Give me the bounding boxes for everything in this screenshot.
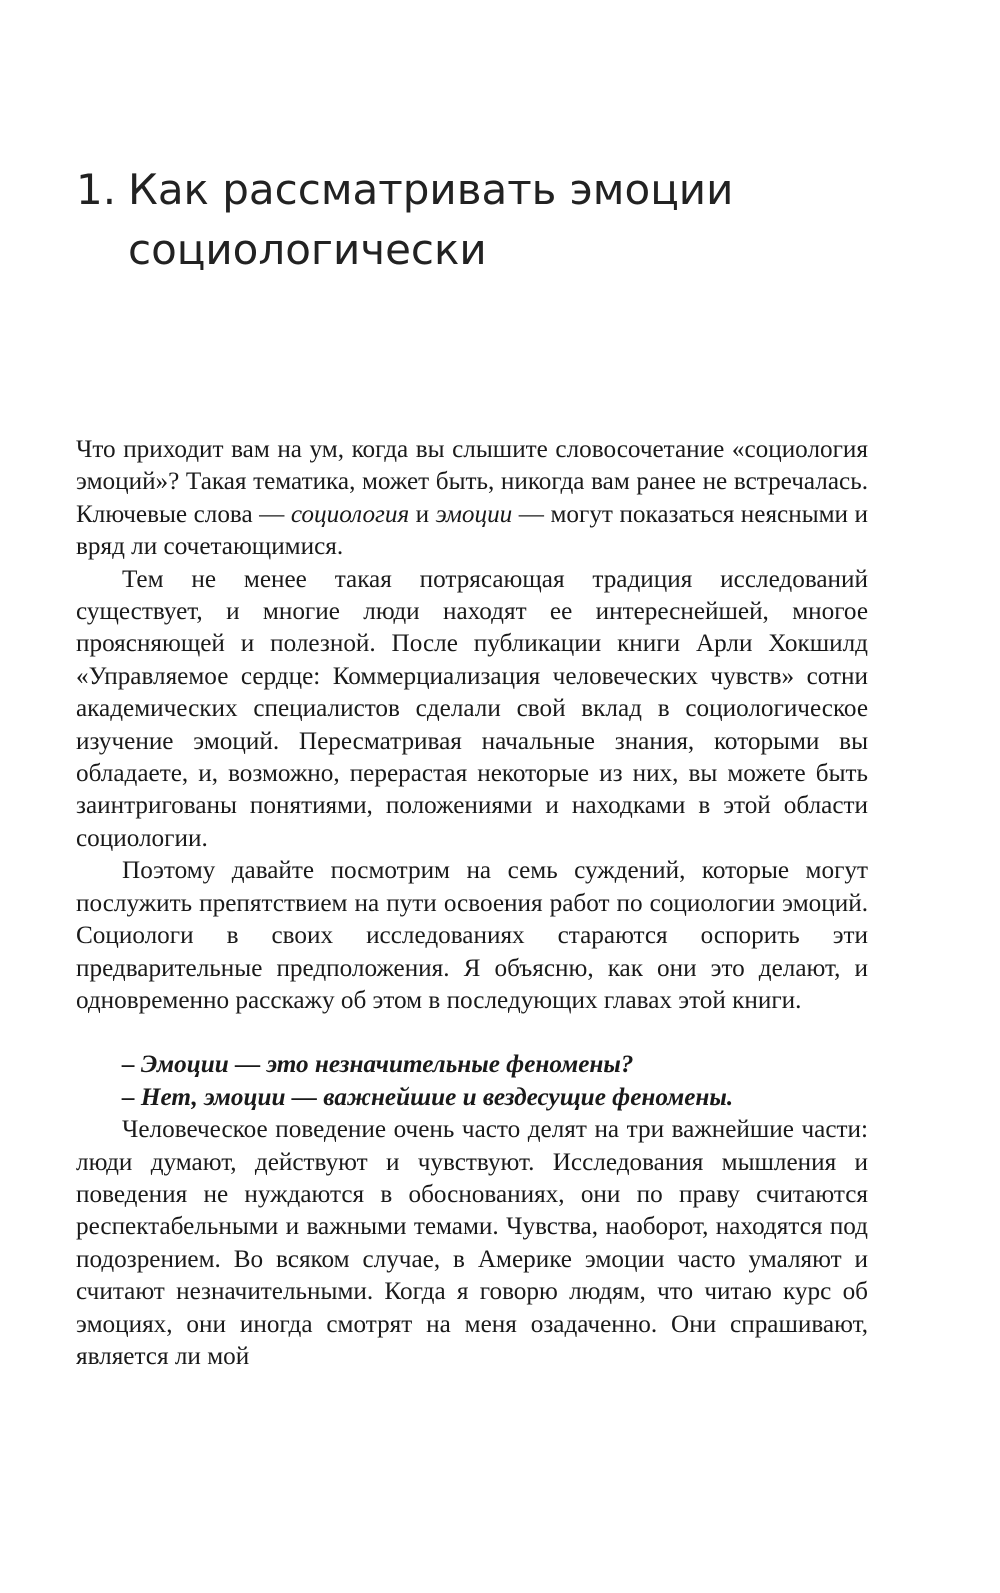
paragraph-intro-text-a: Что приходит вам на ум, когда вы слышите словосочетание «социология эмоций»? Такая тематика, может быть, никогда вам ранее не встречалась. Ключевые слова — (76, 436, 868, 528)
paragraph-tradition: Тем не менее такая потрясающая традиция исследований существует, и многие люди находят ее интереснейшей, многое проясняющей и полезной. После публикации книги Арли Хокшилд «Управляемое сердце: Коммерциализация человеческих чувств» сотни академических специалистов сделали свой вклад в социологическое изучение эмоций. Пересматривая начальные знания, которыми вы обладаете, и, возможно, перерастая некоторые из них, вы можете быть заинтригованы понятиями, положениями и находками в этой области социологии. (76, 565, 868, 852)
term-emotions: эмоции (435, 500, 513, 528)
dialog-question: – Эмоции — это незначительные феномены? (122, 1051, 634, 1079)
chapter-body (76, 434, 868, 1373)
chapter-title-line-2: социологически (128, 225, 487, 274)
chapter-title-line-1: Как рассматривать эмоции (128, 165, 734, 214)
paragraph-intro-text-e: — могут показаться неясными и вряд ли сочетающимися. (76, 500, 869, 561)
dialog-answer: – Нет, эмоции — важнейшие и вездесущие феномены. (122, 1083, 734, 1111)
chapter-title (76, 160, 936, 280)
paragraph-human-behavior: Человеческое поведение очень часто делят на три важнейшие части: люди думают, действуют и чувствуют. Исследования мышления и поведения не нуждаются в обоснованиях, они по праву считаются респектабельными и важными темами. Чувства, наоборот, находятся под подозрением. Во всяком случае, в Америке эмоции часто умаляют и считают незначительными. Когда я говорю людям, что читаю курс об эмоциях, они иногда смотрят на меня озадаченно. Они спрашивают, является ли мой (76, 1116, 868, 1370)
paragraph-intro-text-c: и (409, 500, 436, 528)
term-sociology: социология (290, 500, 410, 528)
paragraph-seven-judgments: Поэтому давайте посмотрим на семь суждений, которые могут послужить препятствием на пути освоения работ по социологии эмоций. Социологи в своих исследованиях стараются оспорить эти предварительные предположения. Я объясню, как они это делают, и одновременно расскажу об этом в последующих главах этой книги. (76, 857, 868, 1014)
paragraph-intro (76, 434, 868, 564)
chapter-number: 1. (76, 165, 117, 214)
